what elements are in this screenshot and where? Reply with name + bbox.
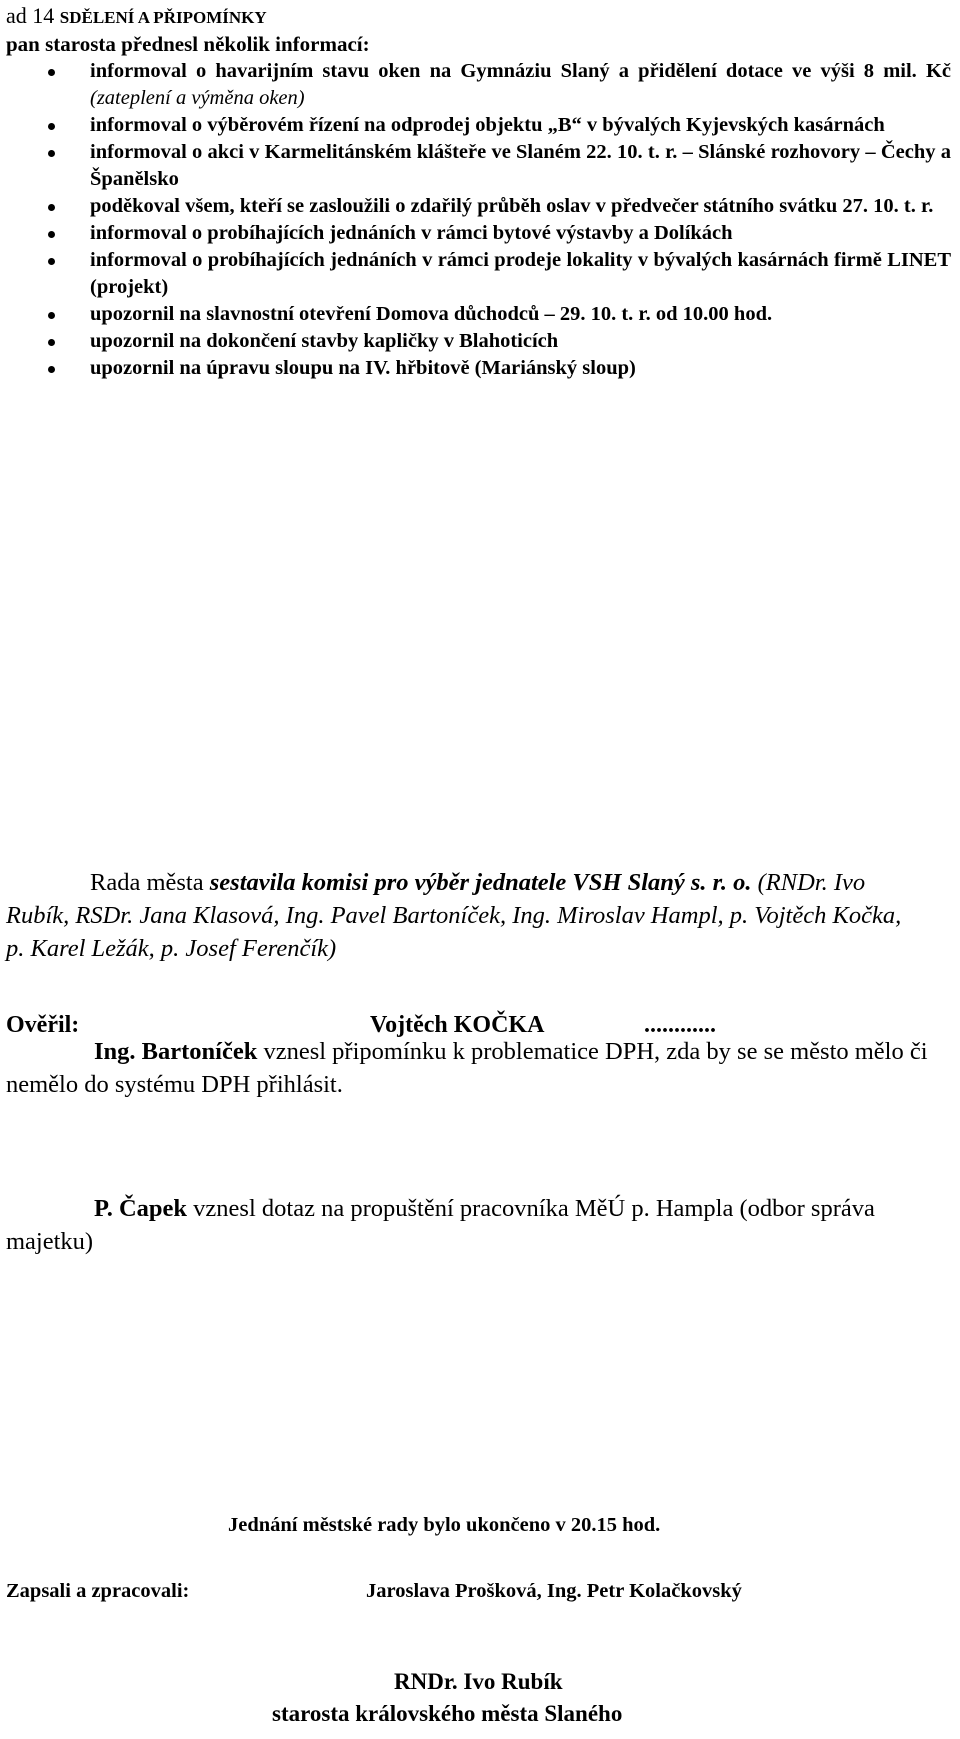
- capek-paragraph: [6, 1192, 946, 1258]
- closing-line: Jednání městské rady bylo ukončeno v 20.15 hod.: [228, 1514, 661, 1536]
- list-item: [6, 139, 951, 193]
- list-item: [6, 328, 951, 355]
- list-item-text: upozornil na úpravu sloupu na IV. hřbitově (Mariánský sloup): [90, 357, 636, 379]
- list-item: [6, 301, 951, 328]
- list-item-note: (zateplení a výměna oken): [90, 87, 305, 109]
- verified-name: Vojtěch KOČKA: [370, 1012, 545, 1038]
- list-item-text: upozornil na slavnostní otevření Domova důchodců – 29. 10. t. r. od 10.00 hod.: [90, 303, 773, 325]
- bullet-icon: [48, 123, 55, 130]
- commission-paragraph: [6, 866, 906, 965]
- list-item-text: informoval o probíhajících jednáních v rámci prodeje lokality v bývalých kasárnách firmě LINET (projekt): [90, 249, 951, 298]
- list-item: [6, 112, 951, 139]
- bullet-icon: [48, 312, 55, 319]
- list-item-text: informoval o akci v Karmelitánském klášteře ve Slaném 22. 10. t. r. – Slánské rozhovory – Čechy a Španělsko: [90, 141, 951, 190]
- commission-emphasis: sestavila komisi pro výběr jednatele VSH Slaný s. r. o.: [209, 869, 752, 896]
- list-item-text: upozornil na dokončení stavby kapličky v Blahoticích: [90, 330, 559, 352]
- section-prefix: ad 14: [6, 3, 60, 28]
- recorded-names: Jaroslava Prošková, Ing. Petr Kolačkovský: [366, 1580, 742, 1602]
- bullet-icon: [48, 231, 55, 238]
- info-list: [6, 58, 951, 382]
- commission-lead: Rada města: [90, 869, 210, 896]
- commission-members: (RNDr. Ivo Rubík, RSDr. Jana Klasová, Ing. Pavel Bartoníček, Ing. Miroslav Hampl, p. Vojtěch Kočka, p. Karel Ležák, p. Josef Ferenčík): [6, 869, 902, 962]
- recorded-label: Zapsali a zpracovali:: [6, 1580, 190, 1602]
- list-item: [6, 193, 951, 220]
- section-title: SDĚLENÍ A PŘIPOMÍNKY: [59, 8, 267, 27]
- list-item: [6, 58, 951, 112]
- bartonicek-text: vznesl připomínku k problematice DPH, zda by se se město mělo či nemělo do systému DPH přihlásit.: [6, 1038, 928, 1098]
- capek-name: P. Čapek: [94, 1195, 188, 1222]
- bartonicek-paragraph: [6, 1035, 946, 1101]
- list-item-text: informoval o probíhajících jednáních v rámci bytové výstavby a Dolíkách: [90, 222, 733, 244]
- list-item: [6, 220, 951, 247]
- list-item-text: informoval o výběrovém řízení na odprodej objektu „B“ v bývalých Kyjevských kasárnách: [90, 114, 885, 136]
- section-heading: [6, 2, 267, 32]
- bullet-icon: [48, 258, 55, 265]
- list-item-text: informoval o havarijním stavu oken na Gymnáziu Slaný a přidělení dotace ve výši 8 mil. Kč: [90, 60, 951, 82]
- list-item: [6, 247, 951, 301]
- mayor-name: RNDr. Ivo Rubík: [394, 1669, 563, 1694]
- mayor-title: starosta královského města Slaného: [272, 1701, 623, 1726]
- bullet-icon: [48, 69, 55, 76]
- capek-text: vznesl dotaz na propuštění pracovníka MěÚ p. Hampla (odbor správa majetku): [6, 1195, 875, 1255]
- verified-label: Ověřil:: [6, 1012, 80, 1038]
- list-item-text: poděkoval všem, kteří se zasloužili o zdařilý průběh oslav v předvečer státního svátku 27. 10. t. r.: [90, 195, 934, 217]
- bullet-icon: [48, 339, 55, 346]
- verified-signature-line: ............: [644, 1012, 716, 1038]
- bartonicek-name: Ing. Bartoníček: [94, 1038, 258, 1065]
- intro-line: pan starosta přednesl několik informací:: [6, 32, 370, 56]
- list-item: [6, 355, 951, 382]
- bullet-icon: [48, 204, 55, 211]
- bullet-icon: [48, 150, 55, 157]
- bullet-icon: [48, 366, 55, 373]
